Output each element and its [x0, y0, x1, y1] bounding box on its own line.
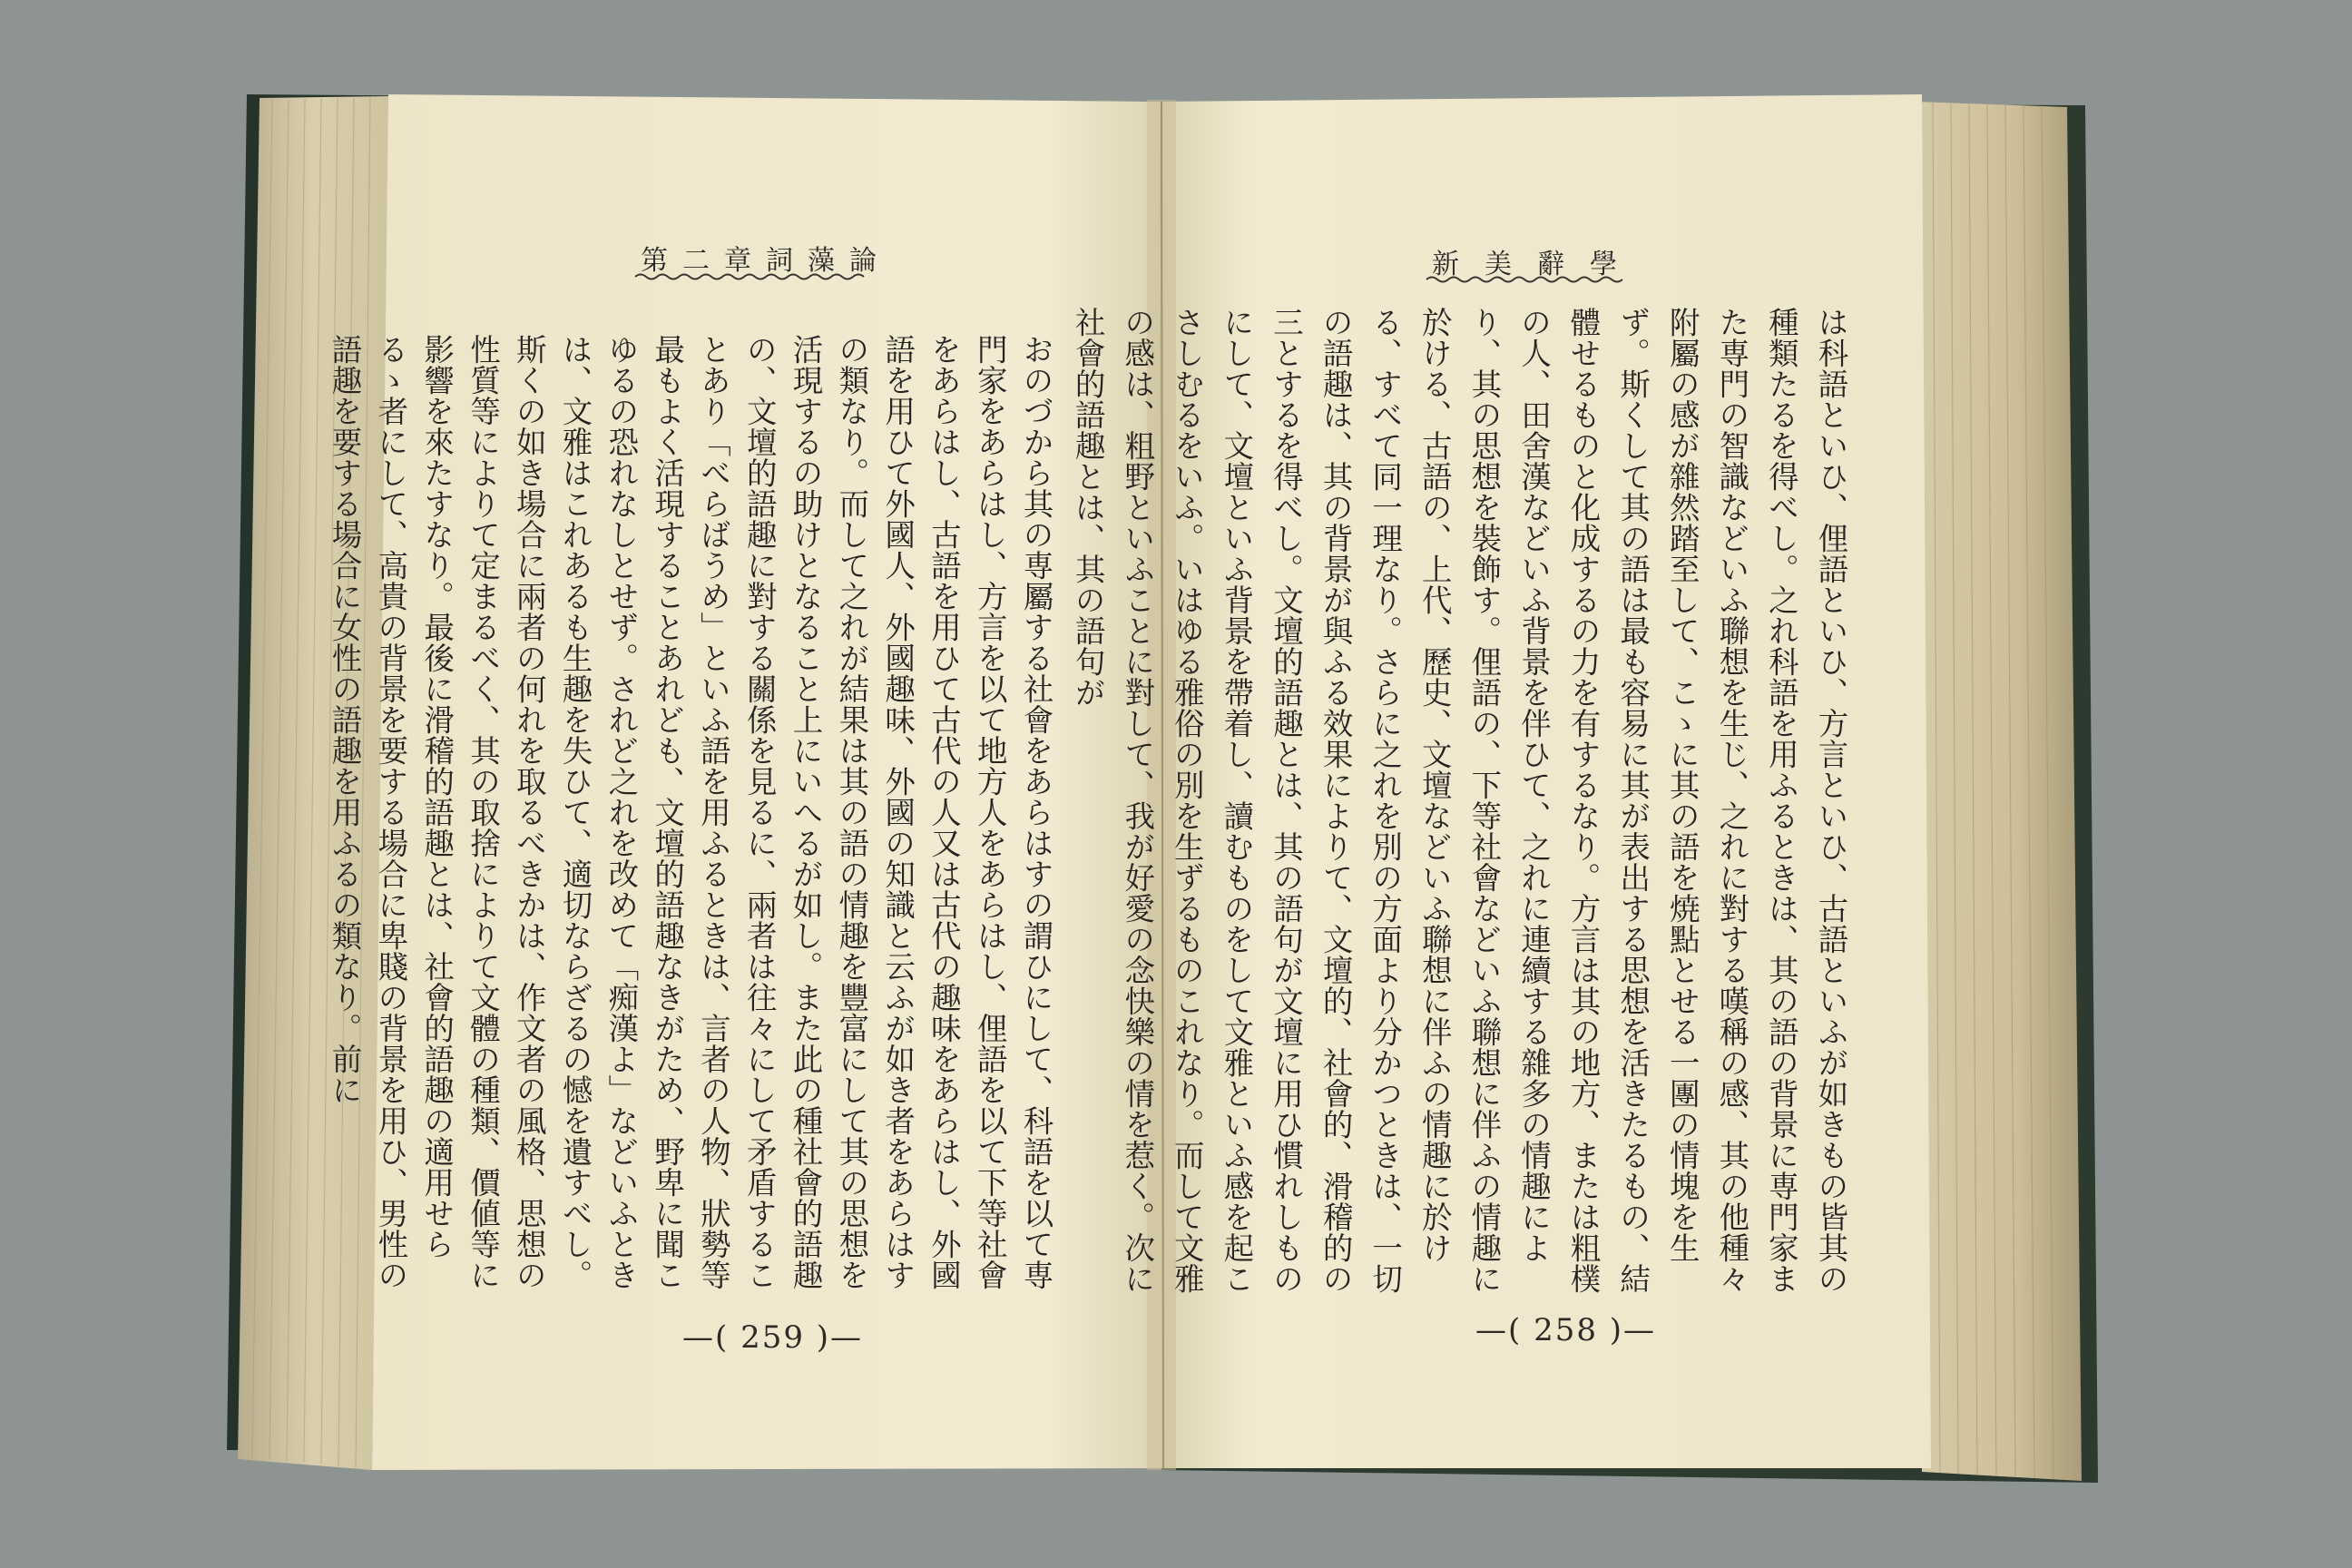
- right-page-number: —( 258 )—: [1475, 1312, 1657, 1348]
- right-page-body: は科語といひ、俚語といひ、方言といひ、古語といふが如きもの皆其の種類たるを得べし。之れ科語を用ふるときは、其の語の背景に専門家また専門の智識などいふ聯想を生じ、之れに對する嘆稱の感、其の他種々附屬の感が雜然踏至して、こゝに其の語を焼點とせる一團の情塊を生ず。斯くして其の語は最も容易に其が表出する思想を活きたるもの、結體せるものと化成するの力を有するなり。方言は其の地方、または粗樸の人、田舍漢などいふ背景を伴ひて、之れに連續する雜多の情趣により、其の思想を裝飾す。俚語の、下等社會などいふ聯想に伴ふの情趣に於ける、古語の、上代、歷史、文壇などいふ聯想に伴ふの情趣に於ける、すべて同一理なり。さらに之れを別の方面より分かつときは、一切の語趣は、其の背景が與ふる效果によりて、文壇的、社會的、滑稽的の三とするを得べし。文壇的語趣とは、其の語句が文壇に用ひ慣れしものにして、文壇といふ背景を帶着し、讀むものをして文雅といふ感を起こさしむるをいふ。いはゆる雅俗の別を生ずるものこれなり。而して文雅の感は、粗野といふことに對して、我が好愛の念快樂の情を惹く。次に社會的語趣とは、其の語句が: [1070, 307, 1848, 1294]
- left-page-body: おのづから其の専屬する社會をあらはすの謂ひにして、科語を以て専門家をあらはし、方言を以て地方人をあらはし、俚語を以て下等社會をあらはし、古語を用ひて古代の人又は古代の趣味をあらはし、外國語を用ひて外國人、外國趣味、外國の知識と云ふが如き者をあらはすの類なり。而して之れが結果は其の語の情趣を豐富にして其の思想を活現するの助けとなること上にいへるが如し。また此の種社會的語趣の、文壇的語趣に對する關係を見るに、兩者は往々にして矛盾することあり「べらばうめ」といふ語を用ふるときは、言者の人物、狀勢等最もよく活現することあれども、文壇的語趣なきがため、野卑に聞こゆるの恐れなしとせず。されど之れを改めて「痴漢よ」などいふときは、文雅はこれあるも生趣を失ひて、適切ならざるの憾を遺すべし。斯くの如き場合に兩者の何れを取るべきかは、作文者の風格、思想の性質等によりて定まるべく、其の取捨によりて文體の種類、價値等に影響を來たすなり。最後に滑稽的語趣とは、社會的語趣の適用せらるゝ者にして、高貴の背景を要する場合に卑賤の背景を用ひ、男性の語趣を要する場合に女性の語趣を用ふるの類なり。前に: [327, 334, 1054, 1290]
- left-running-header: 第二章詞藻論: [641, 245, 891, 277]
- right-running-header: 新美辭學: [1432, 249, 1642, 280]
- page-edge-right: [1915, 102, 2082, 1481]
- left-page-number: —( 259 )—: [682, 1319, 864, 1356]
